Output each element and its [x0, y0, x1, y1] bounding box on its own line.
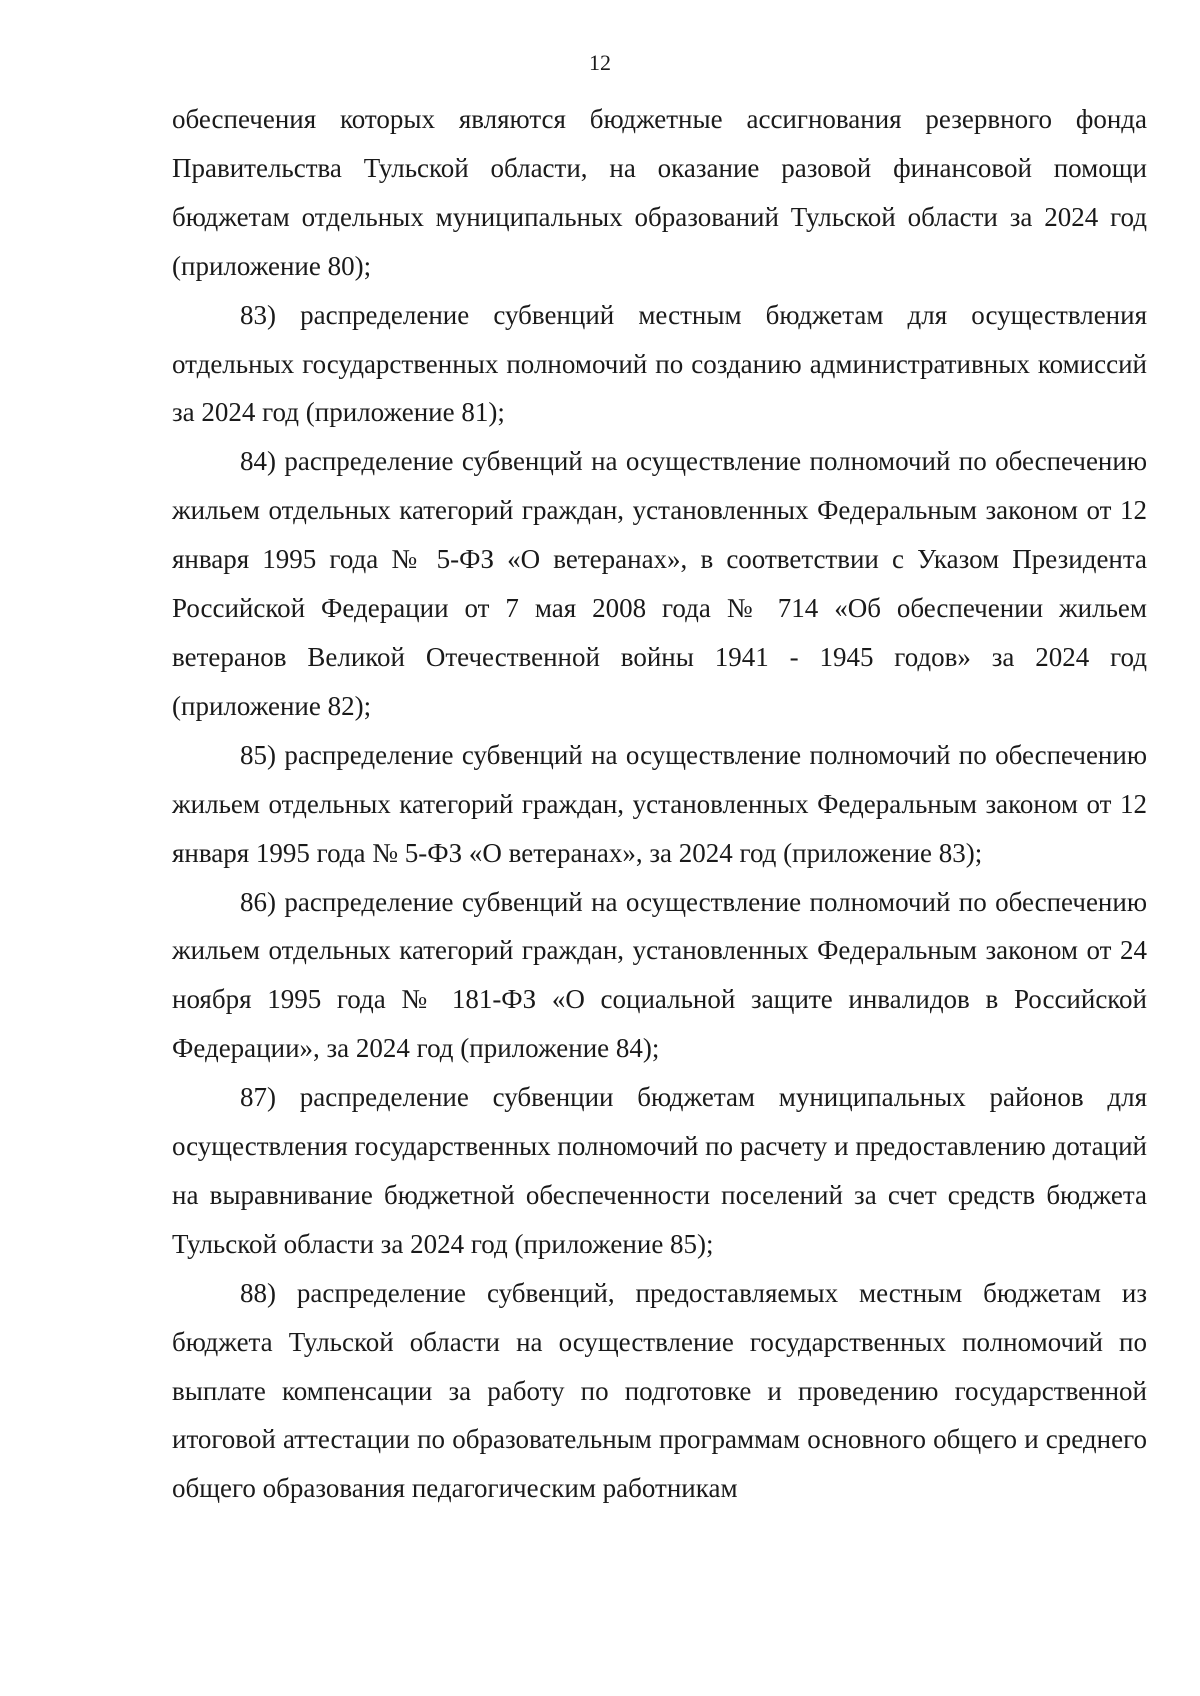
paragraph-item-83: 83) распределение субвенций местным бюджетам для осуществления отдельных государственных полномочий по созданию административных комиссий за 2024 год (приложение 81);	[172, 299, 1147, 428]
paragraph-item-86: 86) распределение субвенций на осуществление полномочий по обеспечению жильем отдельных категорий граждан, установленных Федеральным законом от 24 ноября 1995 года № 181-ФЗ «О социальной защите инвалидов в Российской Федерации», за 2024 год (приложение 84);	[172, 886, 1147, 1064]
document-body	[172, 95, 1147, 1513]
paragraph-item-87: 87) распределение субвенции бюджетам муниципальных районов для осуществления государственных полномочий по расчету и предоставлению дотаций на выравнивание бюджетной обеспеченности поселений за счет средств бюджета Тульской области за 2024 год (приложение 85);	[172, 1082, 1147, 1259]
page-number: 12	[589, 50, 611, 75]
paragraph-continuation: обеспечения которых являются бюджетные ассигнования резервного фонда Правительства Тульской области, на оказание разовой финансовой помощи бюджетам отдельных муниципальных образований Тульской области за 2024 год (приложение 80);	[172, 104, 1147, 281]
paragraph-item-88: 88) распределение субвенций, предоставляемых местным бюджетам из бюджета Тульской области на осуществление государственных полномочий по выплате компенсации за работу по подготовке и проведению государственной итоговой аттестации по образовательным программам основного общего и среднего общего образования педагогическим работникам	[172, 1277, 1147, 1504]
paragraph-item-84: 84) распределение субвенций на осуществление полномочий по обеспечению жильем отдельных категорий граждан, установленных Федеральным законом от 12 января 1995 года № 5-ФЗ «О ветеранах», в соответствии с Указом Президента Российской Федерации от 7 мая 2008 года № 714 «Об обеспечении жильем ветеранов Великой Отечественной войны 1941 - 1945 годов» за 2024 год (приложение 82);	[172, 446, 1147, 721]
paragraph-item-85: 85) распределение субвенций на осуществление полномочий по обеспечению жильем отдельных категорий граждан, установленных Федеральным законом от 12 января 1995 года № 5-ФЗ «О ветеранах», за 2024 год (приложение 83);	[172, 739, 1147, 868]
